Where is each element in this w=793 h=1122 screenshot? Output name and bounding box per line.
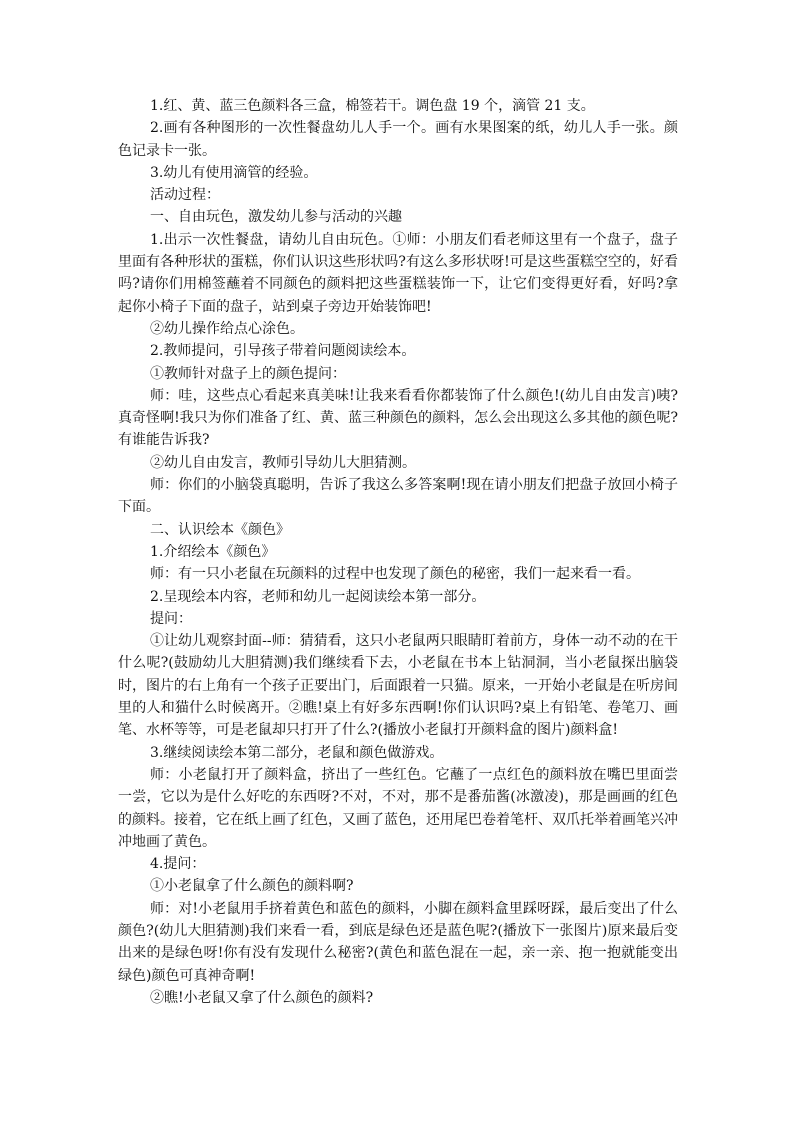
paragraph: 师：哇，这些点心看起来真美味!让我来看看你都装饰了什么颜色!(幼儿自由发言)咦?真奇怪啊!我只为你们准备了红、黄、蓝三种颜色的颜料，怎么会出现这么多其他的颜色呢?有谁能告诉我? <box>118 387 678 449</box>
paragraph: ②瞧!小老鼠又拿了什么颜色的颜料? <box>150 989 374 1006</box>
paragraph: 1.介绍绘本《颜色》 <box>150 543 276 560</box>
paragraph: 提问： <box>150 610 192 627</box>
paragraph: 师：你们的小脑袋真聪明，告诉了我这么多答案啊!现在请小朋友们把盘子放回小椅子下面。 <box>118 477 678 516</box>
paragraph: 师：对!小老鼠用手挤着黄色和蓝色的颜料，小脚在颜料盒里踩呀踩，最后变出了什么颜色?(幼儿大胆猜测)我们来看一看，到底是绿色还是蓝色呢?(播放下一张图片)原来最后变出来的是绿色呀!你有没有发现什么秘密?(黄色和蓝色混在一起，亲一亲、抱一抱就能变出绿色)颜色可真神奇啊! <box>118 900 678 984</box>
paragraph: ②幼儿操作给点心涂色。 <box>150 320 304 337</box>
paragraph: 1.出示一次性餐盘，请幼儿自由玩色。①师：小朋友们看老师这里有一个盘子，盘子里面有各种形状的蛋糕，你们认识这些形状吗?有这么多形状呀!可是这些蛋糕空空的，好看吗?请你们用棉签蘸着不同颜色的颜料把这些蛋糕装饰一下，让它们变得更好看，好吗?拿起你小椅子下面的盘子，站到桌子旁边开始装饰吧! <box>118 231 678 315</box>
paragraph: ②幼儿自由发言，教师引导幼儿大胆猜测。 <box>150 454 416 471</box>
section-heading: 一、自由玩色，激发幼儿参与活动的兴趣 <box>150 209 402 226</box>
paragraph: 3.幼儿有使用滴管的经验。 <box>150 164 318 181</box>
paragraph: 4.提问： <box>150 856 206 873</box>
paragraph: ①让幼儿观察封面--师：猜猜看，这只小老鼠两只眼睛盯着前方，身体一动不动的在干什么呢?(鼓励幼儿大胆猜测)我们继续看下去，小老鼠在书本上钻洞洞，当小老鼠探出脑袋时，图片的右上角有一个孩子正要出门，后面跟着一只猫。原来，一开始小老鼠是在听房间里的人和猫什么时候离开。②瞧!桌上有好多东西啊!你们认识吗?桌上有铅笔、卷笔刀、画笔、水杯等等，可是老鼠却只打开了什么?(播放小老鼠打开颜料盒的图片)颜料盒! <box>118 633 678 739</box>
paragraph: 3.继续阅读绘本第二部分，老鼠和颜色做游戏。 <box>150 744 444 761</box>
paragraph: 2.呈现绘本内容，老师和幼儿一起阅读绘本第一部分。 <box>150 588 486 605</box>
paragraph: 师：有一只小老鼠在玩颜料的过程中也发现了颜色的秘密，我们一起来看一看。 <box>150 566 640 583</box>
paragraph: 活动过程： <box>150 187 220 204</box>
paragraph: 1.红、黄、蓝三色颜料各三盒，棉签若干。调色盘 19 个，滴管 21 支。 <box>150 98 595 114</box>
paragraph: 2.教师提问，引导孩子带着问题阅读绘本。 <box>150 343 416 360</box>
paragraph: 师：小老鼠打开了颜料盒，挤出了一些红色。它蘸了一点红色的颜料放在嘴巴里面尝一尝，它以为是什么好吃的东西呀?不对，不对，那不是番茄酱(冰激凌)，那是画画的红色的颜料。接着，它在纸上画了红色，又画了蓝色，还用尾巴卷着笔杆、双爪托举着画笔兴冲冲地画了黄色。 <box>118 766 678 850</box>
paragraph: ①小老鼠拿了什么颜色的颜料啊? <box>150 878 354 895</box>
document-body <box>118 95 678 1009</box>
paragraph: 2.画有各种图形的一次性餐盘幼儿人手一个。画有水果图案的纸，幼儿人手一张。颜色记录卡一张。 <box>118 120 678 159</box>
section-heading: 二、认识绘本《颜色》 <box>150 521 290 538</box>
paragraph: ①教师针对盘子上的颜色提问： <box>150 365 346 382</box>
